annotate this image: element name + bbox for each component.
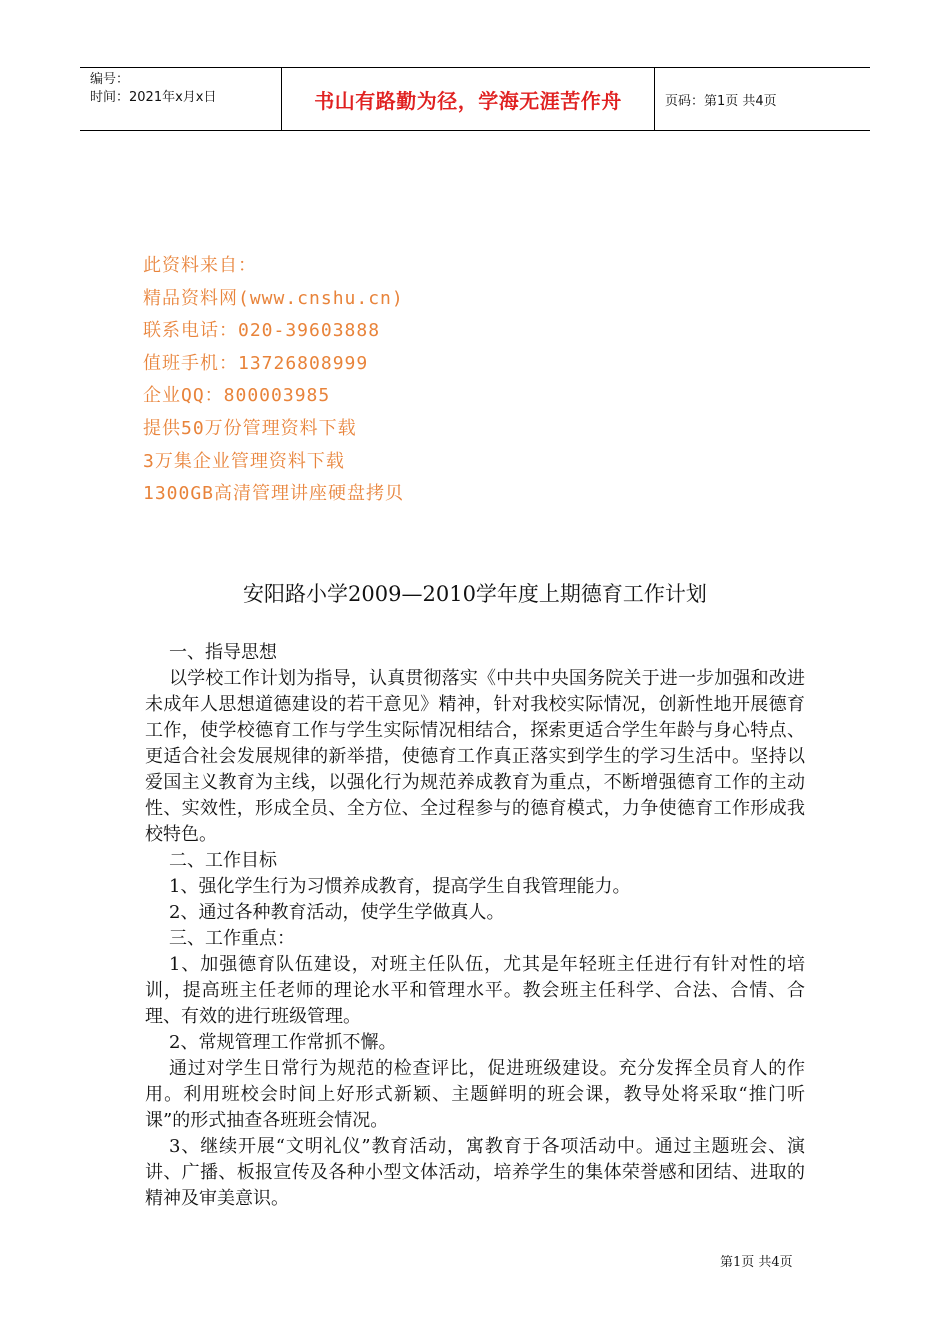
document-date: 时间：2021年x月x日 <box>90 90 217 105</box>
list-item: 1、强化学生行为习惯养成教育，提高学生自我管理能力。 <box>169 876 631 897</box>
source-line: 提供50万份管理资料下载 <box>143 417 357 439</box>
body-paragraph: 通过对学生日常行为规范的检查评比，促进班级建设。充分发挥全员育人的作用。利用班校会时间上好形式新颖、主题鲜明的班会课，教导处将采取“推门听课”的形式抽查各班班会情况。 <box>145 1058 805 1131</box>
section-heading: 二、工作目标 <box>169 850 277 871</box>
document-body <box>145 640 805 1212</box>
header-meta <box>80 68 282 130</box>
source-line: 值班手机：13726808999 <box>143 352 369 374</box>
header-motto: 书山有路勤为径，学海无涯苦作舟 <box>282 68 655 130</box>
body-paragraph: 以学校工作计划为指导，认真贯彻落实《中共中央国务院关于进一步加强和改进未成年人思想道德建设的若干意见》精神，针对我校实际情况，创新性地开展德育工作，使学校德育工作与学生实际情况相结合，探索更适合学生年龄与身心特点、更适合社会发展规律的新举措，使德育工作真正落实到学生的学习生活中。坚持以爱国主义教育为主线，以强化行为规范养成教育为重点，不断增强德育工作的主动性、实效性，形成全员、全方位、全过程参与的德育模式，力争使德育工作形成我校特色。 <box>145 668 805 845</box>
section-heading: 三、工作重点： <box>169 928 295 949</box>
source-line: 精品资料网(www.cnshu.cn) <box>143 287 404 309</box>
page-footer: 第1页 共4页 <box>720 1255 793 1270</box>
section-heading: 一、指导思想 <box>169 642 277 663</box>
source-line: 1300GB高清管理讲座硬盘拷贝 <box>143 483 405 505</box>
source-line: 3万集企业管理资料下载 <box>143 450 345 472</box>
list-item: 2、常规管理工作常抓不懈。 <box>169 1032 397 1053</box>
source-line: 此资料来自： <box>143 255 257 276</box>
list-item: 1、加强德育队伍建设，对班主任队伍，尤其是年轻班主任进行有针对性的培训，提高班主任老师的理论水平和管理水平。教会班主任科学、合法、合情、合理、有效的进行班级管理。 <box>145 954 805 1027</box>
source-info-block <box>143 250 404 511</box>
source-line: 企业QQ：800003985 <box>143 385 331 407</box>
list-item: 3、继续开展“文明礼仪”教育活动，寓教育于各项活动中。通过主题班会、演讲、广播、板报宣传及各种小型文体活动，培养学生的集体荣誉感和团结、进取的精神及审美意识。 <box>145 1136 805 1209</box>
list-item: 2、通过各种教育活动，使学生学做真人。 <box>169 902 505 923</box>
header-page-number: 页码：第1页 共4页 <box>665 93 777 109</box>
source-line: 联系电话：020-39603888 <box>143 320 381 342</box>
page-header <box>80 67 870 131</box>
document-number-label: 编号： <box>90 72 130 87</box>
document-title: 安阳路小学2009—2010学年度上期德育工作计划 <box>243 582 707 606</box>
